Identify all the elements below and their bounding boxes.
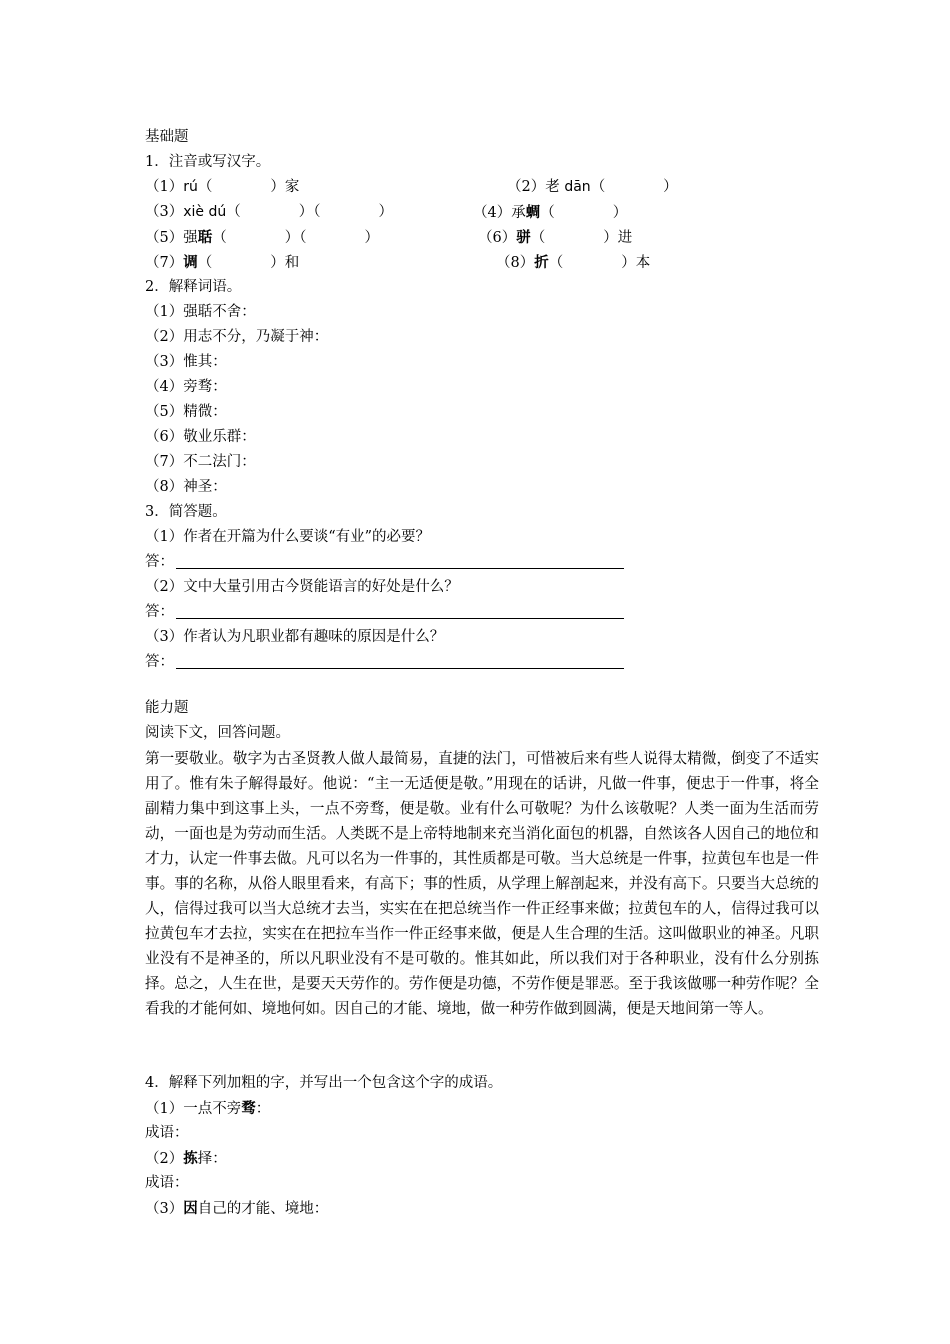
q4-item-2: （2）拣择：	[145, 1150, 227, 1167]
q1-item-7: （7）调（ ）和	[145, 254, 300, 271]
q2-item: （7）不二法门：	[145, 454, 256, 470]
q3-answer-label-2: 答：	[145, 604, 174, 620]
q1-item-8: （8）折（ ）本	[496, 254, 651, 271]
q3-answer-line-1[interactable]	[176, 568, 624, 569]
q1-item-3: （3）xiè dú（ ）（ ）	[145, 204, 393, 220]
q3-question-2: （2）文中大量引用古今贤能语言的好处是什么？	[145, 579, 459, 595]
q2-item: （2）用志不分，乃凝于神：	[145, 329, 329, 345]
q3-question-1: （1）作者在开篇为什么要谈“有业”的必要？	[145, 529, 431, 545]
q3-answer-line-2[interactable]	[176, 618, 624, 619]
q2-item: （6）敬业乐群：	[145, 429, 256, 445]
q3-answer-line-3[interactable]	[176, 668, 624, 669]
q2-stem: 2．解释词语。	[145, 279, 242, 295]
q2-item: （8）神圣：	[145, 479, 227, 495]
q2-item: （4）旁骛：	[145, 379, 227, 395]
section-title-ability: 能力题	[145, 700, 189, 716]
q4-idiom-label-1: 成语：	[145, 1125, 189, 1141]
q4-stem: 4．解释下列加粗的字，并写出一个包含这个字的成语。	[145, 1075, 503, 1091]
reading-instruction: 阅读下文，回答问题。	[145, 725, 290, 741]
q2-item: （3）惟其：	[145, 354, 227, 370]
q4-idiom-label-2: 成语：	[145, 1175, 189, 1191]
q2-item: （5）精微：	[145, 404, 227, 420]
q3-answer-label-3: 答：	[145, 654, 174, 670]
section-title-basic: 基础题	[145, 129, 189, 145]
q1-item-1: （1）rú（ ）家	[145, 179, 300, 195]
q1-stem: 1．注音或写汉字。	[145, 154, 271, 170]
q2-item: （1）强聒不舍：	[145, 304, 256, 320]
q1-item-6: （6）骈（ ）进	[478, 229, 633, 246]
q1-item-2: （2）老 dān（ ）	[507, 179, 678, 195]
q3-answer-label-1: 答：	[145, 554, 174, 570]
q4-item-3: （3）因自己的才能、境地：	[145, 1200, 329, 1217]
q3-question-3: （3）作者认为凡职业都有趣味的原因是什么？	[145, 629, 445, 645]
reading-passage: 第一要敬业。敬字为古圣贤教人做人最简易，直捷的法门，可惜被后来有些人说得太精微，倒变了不适实用了。惟有朱子解得最好。他说：“主一无适便是敬。”用现在的话讲，凡做一件事，便忠于一件事，将全副精力集中到这事上头，一点不旁骛，便是敬。业有什么可敬呢？为什么该敬呢？人类一面为生活而劳动，一面也是为劳动而生活。人类既不是上帝特地制来充当消化面包的机器，自然该各人因自己的地位和才力，认定一件事去做。凡可以名为一件事的，其性质都是可敬。当大总统是一件事，拉黄包车也是一件事。事的名称，从俗人眼里看来，有高下；事的性质，从学理上解剖起来，并没有高下。只要当大总统的人，信得过我可以当大总统才去当，实实在在把总统当作一件正经事来做；拉黄包车的人，信得过我可以拉黄包车才去拉，实实在在把拉车当作一件正经事来做，便是人生合理的生活。这叫做职业的神圣。凡职业没有不是神圣的，所以凡职业没有不是可敬的。惟其如此，所以我们对于各种职业，没有什么分别拣择。总之，人生在世，是要天天劳作的。劳作便是功德，不劳作便是罪恶。至于我该做哪一种劳作呢？全看我的才能何如、境地何如。因自己的才能、境地，做一种劳作做到圆满，便是天地间第一等人。	[145, 750, 819, 1017]
q1-item-5: （5）强聒（ ）（ ）	[145, 229, 379, 246]
q3-stem: 3．简答题。	[145, 504, 227, 520]
q1-item-4: （4）承蜩（ ）	[473, 204, 628, 221]
q4-item-1: （1）一点不旁骛：	[145, 1100, 271, 1117]
